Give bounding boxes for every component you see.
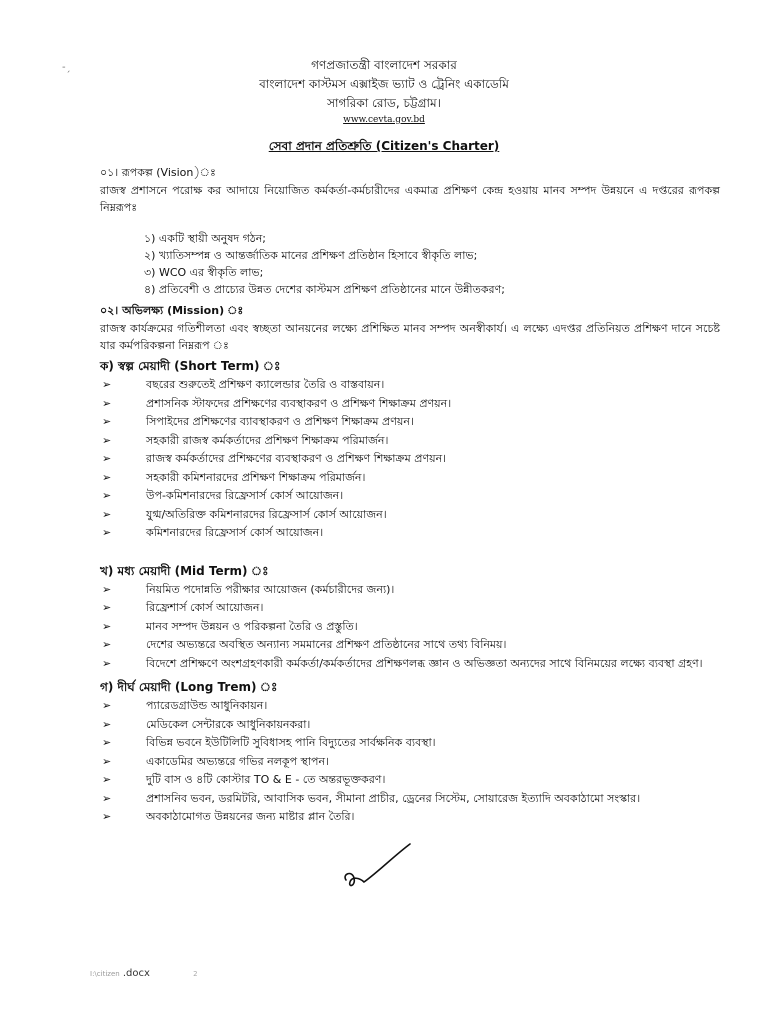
arrow-bullet-icon: ➢ [102,638,112,651]
short-term-title: ক) স্বল্প মেয়াদী (Short Term) ঃ [100,359,281,373]
list-item [100,790,720,809]
list-item [100,753,720,772]
footer-path: I:\citizen [90,970,120,978]
arrow-bullet-icon: ➢ [102,810,112,823]
list-item-text: রাজস্ব কর্মকর্তাদের প্রশিক্ষণের ব্যবস্থাকরণ ও প্রশিক্ষণ শিক্ষাক্রম প্রণয়ন। [146,452,447,465]
list-item [100,618,720,637]
list-item-text: প্যারেডগ্রাউন্ড আধুনিকায়ন। [146,699,268,712]
list-item [100,636,720,655]
list-item [100,734,720,753]
list-item [100,506,720,525]
list-item [100,655,720,674]
arrow-bullet-icon: ➢ [102,415,112,428]
header-government: গণপ্রজাতন্ত্রী বাংলাদেশ সরকার [311,58,457,72]
list-item [100,413,720,432]
document-footer [90,968,198,979]
signature-graphic [338,838,418,898]
arrow-bullet-icon: ➢ [102,754,112,768]
arrow-bullet-icon: ➢ [102,396,112,410]
vision-item: ১) একটি স্থায়ী অনুষদ গঠন; [144,232,267,245]
list-item-text: দেশের অভ্যন্তরে অবস্থিত অন্যান্য সমমানের প্রশিক্ষণ প্রতিষ্ঠানের সাথে তথ্য বিনিময়। [146,638,507,651]
footer-page-number: 2 [193,970,198,978]
list-item-text: উপ-কমিশনারদের রিফ্রেসার্স কোর্স আয়োজন। [146,489,344,502]
charter-title: সেবা প্রদান প্রতিশ্রুতি (Citizen's Charter) [268,139,500,153]
list-item [100,697,720,716]
long-term-list [100,697,720,827]
list-item-text: অবকাঠামোগত উন্নয়নের জন্য মাষ্টার প্লান তৈরি। [146,810,355,823]
arrow-bullet-icon: ➢ [102,470,112,484]
list-item-text: সহকারী রাজস্ব কর্মকর্তাদের প্রশিক্ষণ শিক্ষাক্রম পরিমার্জন। [146,433,389,447]
short-term-list [100,376,720,543]
arrow-bullet-icon: ➢ [102,656,112,670]
list-item-text: প্রশাসনিক স্টাফদের প্রশিক্ষণের ব্যবস্থাকরণ ও প্রশিক্ষণ শিক্ষাক্রম প্রণয়ন। [146,396,452,410]
long-term-title: গ) দীর্ঘ মেয়াদী (Long Trem) ঃ [100,680,278,694]
vision-title: ০১। রূপকল্প (Vision)ঃ [100,166,216,179]
arrow-bullet-icon: ➢ [102,699,112,712]
list-item [100,450,720,469]
list-item [100,581,720,600]
list-item-text: সহকারী কমিশনারদের প্রশিক্ষণ শিক্ষাক্রম পরিমার্জন। [146,470,366,484]
arrow-bullet-icon: ➢ [102,378,112,391]
list-item-text: সিপাইদের প্রশিক্ষণের ব্যাবস্থাকরণ ও প্রশিক্ষণ শিক্ষাক্রম প্রণয়ন। [146,415,414,428]
list-item-text: নিয়মিত পদোন্নতি পরীক্ষার আয়োজন (কর্মচারীদের জন্য)। [146,582,395,596]
list-item [100,487,720,506]
arrow-bullet-icon: ➢ [102,452,112,465]
list-item-text: প্রশাসনিব ভবন, ডরমিটরি, আবাসিক ভবন, সীমানা প্রাচীর, ড্রেনের সিস্টেম, সোয়ারেজ ইত্যাদি অবকাঠামো সংস্কার। [146,791,641,805]
arrow-bullet-icon: ➢ [102,489,112,502]
list-item [100,376,720,395]
arrow-bullet-icon: ➢ [102,601,112,614]
list-item [100,599,720,618]
document-header [0,56,768,127]
arrow-bullet-icon: ➢ [102,433,112,447]
arrow-bullet-icon: ➢ [102,717,112,731]
list-item [100,771,720,790]
list-item-text: রিফ্রেশার্স কোর্স আয়োজন। [146,601,264,614]
mission-text: রাজস্ব কার্যক্রমের গতিশীলতা এবং স্বচ্ছতা আনয়নের লক্ষ্যে প্রশিক্ষিত মানব সম্পদ অনস্বীকার্য। এ লক্ষ্যে এদপ্তর প্রতিনিয়ত প্রশিক্ষণ দানে সচেষ্ট যার কর্মপরিকল্পনা নিম্নরূপ ঃ [100,322,720,352]
list-item-text: কমিশনারদের রিফ্রেসার্স কোর্স আয়োজন। [146,526,324,539]
header-address: সাগরিকা রোড, চট্টগ্রাম। [327,96,441,110]
list-item-text: মেডিকেল সেন্টারকে আধুনিকায়নকরা। [146,717,311,731]
list-item-text: মানব সম্পদ উন্নয়ন ও পরিকল্পনা তৈরি ও প্রস্তুতি। [146,619,358,633]
list-item-text: বিদেশে প্রশিক্ষণে অংশগ্রহণকারী কর্মকর্তা/কর্মকর্তাদের প্রশিক্ষণলব্ধ জ্ঞান ও অভিজ্ঞতা অন্যদের সাথে বিনিময়ের লক্ষ্যে ব্যবস্থা গ্রহণ। [146,656,703,670]
document-body [100,164,720,831]
list-item [100,524,720,543]
list-item [100,469,720,488]
header-website-link[interactable]: www.cevta.gov.bd [343,115,425,125]
spacer [100,547,720,559]
list-item-text: একাডেমির অভ্যন্তরে গভির নলকূপ স্থাপন। [146,754,329,768]
list-item [100,808,720,827]
vision-item: ২) খ্যাতিসম্পন্ন ও আন্তর্জাতিক মানের প্রশিক্ষণ প্রতিষ্ঠান হিসাবে স্বীকৃতি লাভ; [144,249,478,262]
arrow-bullet-icon: ➢ [102,791,112,805]
list-item-text: দুটি বাস ও ৪টি কোস্টার TO & E - তে অন্তরভূক্তকরণ। [146,773,386,786]
mid-term-title: খ) মধ্য মেয়াদী (Mid Term) ঃ [100,563,269,578]
scan-mark: -ˏ [62,62,71,73]
list-item-text: বিভিন্ন ভবনে ইউটিলিটি সুবিধাসহ পানি বিদ্যুতের সার্বক্ষনিক ব্যবস্থা। [146,736,436,749]
list-item-text: যুগ্ম/অতিরিক্ত কমিশনারদের রিফ্রেসার্স কোর্স আয়োজন। [146,507,387,521]
header-academy: বাংলাদেশ কাস্টমস এক্সাইজ ভ্যাট ও ট্রেনিং একাডেমি [259,77,509,91]
list-item-text: বছরের শুরুতেই প্রশিক্ষণ ক্যালেন্ডার তৈরি ও বাস্তবায়ন। [146,378,385,391]
mid-term-list [100,581,720,674]
vision-text: রাজস্ব প্রশাসনে পরোক্ষ কর আদায়ে নিয়োজিত কর্মকর্তা-কর্মচারীদের একমাত্র প্রশিক্ষণ কেন্দ্র হওয়ায় মানব সম্পদ উন্নয়নে এ দপ্তরের রূপকল্প নিম্নরূপঃ [100,184,720,214]
arrow-bullet-icon: ➢ [102,736,112,749]
arrow-bullet-icon: ➢ [102,582,112,596]
vision-item: ৩) WCO এর স্বীকৃতি লাভ; [144,266,264,279]
footer-extension: .docx [122,968,150,979]
mission-title: ০২। অভিলক্ষ্য (Mission) ঃ [100,304,244,317]
vision-item: ৪) প্রতিবেশী ও প্রাচ্যের উন্নত দেশের কাস্টমস প্রশিক্ষণ প্রতিষ্ঠানের মানে উন্নীতকরণ; [144,283,505,296]
vision-list [144,230,720,298]
list-item [100,432,720,451]
arrow-bullet-icon: ➢ [102,507,112,521]
list-item [100,395,720,414]
list-item [100,716,720,735]
arrow-bullet-icon: ➢ [102,526,112,539]
arrow-bullet-icon: ➢ [102,773,112,786]
arrow-bullet-icon: ➢ [102,619,112,633]
